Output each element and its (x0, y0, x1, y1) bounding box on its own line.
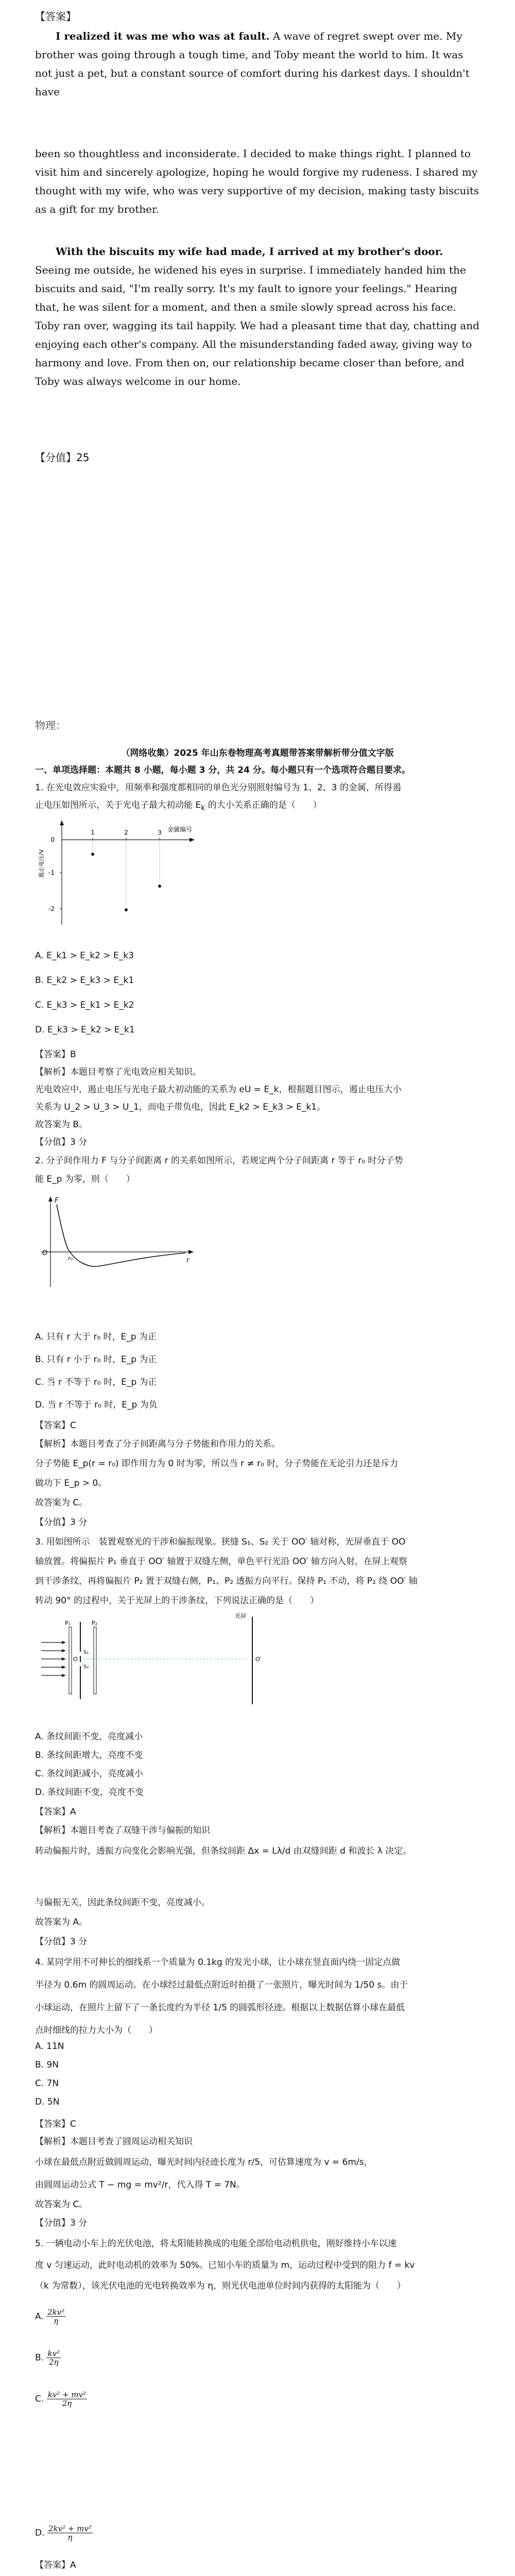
svg-text:O: O (73, 1656, 78, 1663)
q2-score: 【分值】3 分 (35, 1517, 88, 1528)
q2-force-distance-graph (36, 1194, 201, 1292)
story-score: 【分值】25 (35, 451, 90, 464)
q2-analysis: 【解析】本题目考查了分子间距离与分子势能和作用力的关系。 (35, 1439, 280, 1449)
q1-stopping-voltage-chart (36, 819, 221, 927)
q3-stem-line1: 3. 用如图所示 装置观察光的干涉和偏振现象。狭缝 S₁、S₂ 关于 OO′ 轴对称，光屏垂直于 OO′ (35, 1537, 408, 1547)
q1-stem-line2: 止电压如图所示，关于光电子最大初动能 $E_k$ 的大小关系正确的是（ ） (35, 800, 322, 812)
story-paragraph-1 (35, 27, 480, 101)
q5-answer: 【答案】A (35, 2560, 76, 2570)
q4-conclusion: 故答案为 C。 (35, 2199, 88, 2210)
q3-stem-line4: 转动 90° 的过程中，关于光屏上的干涉条纹，下列说法正确的是（ ） (35, 1596, 319, 1606)
q1-legend-label: 金属编号 (167, 826, 193, 833)
q3-option-d: D. 条纹间距不变，亮度不变 (35, 1787, 144, 1798)
q3-conclusion: 故答案为 A。 (35, 1917, 88, 1927)
q1-option-b: B. E_k2 > E_k3 > E_k1 (35, 975, 134, 986)
story-p1-bold: I realized it was me who was at fault. (56, 30, 270, 42)
svg-text:F: F (55, 1197, 59, 1205)
svg-text:3: 3 (158, 829, 162, 836)
answer-tag: 【答案】 (35, 10, 76, 23)
q1-option-a: A. E_k1 > E_k2 > E_k3 (35, 951, 134, 961)
story-p1-rest: A wave of regret swept over me. My brother was going through a tough time, and Toby meant the world to him. It was not just a pet, but a constant source of comfort during his darkest days. I shouldn't have (35, 30, 470, 98)
q4-answer: 【答案】C (35, 2119, 76, 2129)
q2-explanation-1: 分子势能 E_p(r = r₀) 即作用力为 0 时为零，所以当 r ≠ r₀ 时，分子势能在无论引力还是斥力 (35, 1459, 399, 1469)
svg-text:O: O (42, 1249, 48, 1257)
svg-text:r: r (186, 1257, 190, 1264)
story-p3-rest: Seeing me outside, he widened his eyes in surprise. I immediately handed him the biscuits and said, "I'm really sorry. It's my fault to ignore your feelings." Hearing that, he was silent for a moment, and then a smile slowly spread across his face. Toby ran over, wagging its tail happily. We had a pleasant time that day, chatting and enjoying each other's company. All the misunderstanding faded away, giving way to harmony and love. From then on, our relationship became closer than before, and Toby was always welcome in our home. (35, 264, 479, 387)
q4-stem-line3: 小球运动，在照片上留下了一条长度约为半径 1/5 的圆弧形径迹。根据以上数据估算小球在最低 (35, 2003, 405, 2013)
q2-explanation-2: 做功下 E_p > 0。 (35, 1478, 107, 1488)
svg-text:-1: -1 (48, 869, 55, 876)
q2-stem-line2: 能 E_p 为零，则（ ） (35, 1174, 135, 1184)
q3-analysis: 【解析】本题目考查了双缝干涉与偏振的知识 (35, 1825, 210, 1836)
q3-stem-line2: 轴放置。将偏振片 P₁ 垂直于 OO′ 轴置于双缝左侧，单色平行光沿 OO′ 轴方向入射，在屏上观察 (35, 1556, 407, 1567)
q5-option-a: A. $\frac{\text{2kv²}}{\eta}$ (35, 2308, 65, 2326)
polarizer-p2 (94, 1627, 96, 1694)
q5-stem-line1: 5. 一辆电动小车上的光伏电池，将太阳能转换成的电能全部给电动机供电，刚好维持小车以速 (35, 2239, 397, 2249)
q4-stem-line1: 4. 某同学用不可伸长的细线系一个质量为 0.1kg 的发光小球，让小球在竖直面内绕一固定点做 (35, 1957, 401, 1968)
q1-point-1 (91, 853, 94, 856)
q3-option-b: B. 条纹间距增大，亮度不变 (35, 1750, 143, 1760)
q1-answer: 【答案】B (35, 1049, 76, 1060)
q4-analysis: 【解析】本题目考查了圆周运动相关知识 (35, 2137, 193, 2147)
story-paragraph-2: been so thoughtless and inconsiderate. I decided to make things right. I planned to visit him and sincerely apologize, hoping he would forgive my rudeness. I shared my thought with my wife, who was very supportive of my decision, making tasty biscuits as a gift for my brother. (35, 147, 479, 215)
q1-option-c: C. E_k3 > E_k1 > E_k2 (35, 1000, 134, 1010)
svg-text:-2: -2 (48, 905, 55, 912)
q5-option-c: C. $\frac{\text{kv² + mv²}}{2\eta}$ (35, 2390, 87, 2408)
q1-analysis: 【解析】本题目考察了光电效应相关知识。 (35, 1067, 201, 1077)
svg-text:r₀: r₀ (68, 1255, 73, 1262)
q3-option-c: C. 条纹间距减小，亮度减小 (35, 1769, 143, 1779)
q2-option-a: A. 只有 r 大于 r₀ 时，E_p 为正 (35, 1332, 157, 1342)
q3-answer: 【答案】A (35, 1807, 76, 1817)
q1-y-axis-label: 遏止电压/V (38, 849, 45, 878)
q1-conclusion: 故答案为 B。 (35, 1120, 88, 1130)
svg-text:0: 0 (50, 836, 55, 843)
q1-score: 【分值】3 分 (35, 1137, 88, 1147)
svg-text:P₂: P₂ (92, 1620, 98, 1626)
q5-stem-line2: 度 v 匀速运动，此时电动机的效率为 50%。已知小车的质量为 m，运动过程中受到的阻力 f = kv (35, 2260, 415, 2270)
q4-option-a: A. 11N (35, 2041, 64, 2052)
svg-text:1: 1 (91, 829, 95, 836)
q5-stem-line3: （k 为常数），该光伏电池的光电转换效率为 η，则光伏电池单位时间内获得的太阳能为（ ） (35, 2281, 406, 2291)
q3-interference-apparatus (36, 1612, 273, 1707)
q3-explanation-1: 转动偏振片时，透振方向变化会影响光强，但条纹间距 Δx = Lλ/d 由双缝间距 d 和波长 λ 决定。 (35, 1846, 412, 1856)
svg-text:O′: O′ (255, 1656, 262, 1663)
q1-option-d: D. E_k3 > E_k2 > E_k1 (35, 1025, 135, 1035)
q3-option-a: A. 条纹间距不变，亮度减小 (35, 1732, 143, 1742)
doc-title: （网络收集）2025 年山东卷物理高考真题带答案带解析带分值文字版 (121, 748, 394, 758)
q2-option-d: D. 当 r 不等于 r₀ 时，E_p 为负 (35, 1400, 158, 1410)
q4-score: 【分值】3 分 (35, 2218, 88, 2228)
q2-option-b: B. 只有 r 小于 r₀ 时，E_p 为正 (35, 1354, 157, 1365)
svg-text:P₁: P₁ (65, 1620, 71, 1626)
q3-explanation-2: 与偏振无关，因此条纹间距不变，亮度减小。 (35, 1897, 210, 1908)
q4-explanation-1: 小球在最低点附近做圆周运动，曝光时间内径迹长度为 r/5，可估算速度为 v = 6m/s， (35, 2157, 373, 2167)
q4-option-d: D. 5N (35, 2097, 60, 2107)
physics-label: 物理： (35, 719, 66, 732)
q3-score: 【分值】3 分 (35, 1937, 88, 1947)
q4-option-b: B. 9N (35, 2060, 59, 2070)
q4-option-c: C. 7N (35, 2078, 59, 2089)
q4-explanation-2: 由圆周运动公式 T − mg = mv²/r，代入得 T = 7N。 (35, 2180, 245, 2190)
q1-point-3 (158, 885, 161, 888)
q1-explanation-2: 关系为 U_2 > U_3 > U_1，而电子带负电，因此 E_k2 > E_k3 > E_k1。 (35, 1102, 325, 1112)
q1-point-2 (125, 908, 128, 911)
q3-screen-label: 光屏 (235, 1613, 246, 1619)
q2-answer: 【答案】C (35, 1420, 76, 1431)
q1-explanation-1: 光电效应中，遏止电压与光电子最大初动能的关系为 eU = E_k，根据题目图示，遏止电压大小 (35, 1084, 402, 1095)
section-heading: 一、单项选择题：本题共 8 小题，每小题 3 分，共 24 分。每小题只有一个选项符合题目要求。 (35, 765, 410, 775)
svg-text:2: 2 (124, 829, 128, 836)
q2-stem-line1: 2. 分子间作用力 F 与分子间距离 r 的关系如图所示，若规定两个分子间距离 r 等于 r₀ 时分子势 (35, 1156, 403, 1166)
svg-text:S₂: S₂ (83, 1664, 89, 1670)
q4-stem-line4: 点时细线的拉力大小为（ ） (35, 2025, 158, 2036)
q1-stem-line1: 1. 在光电效应实验中，用频率和强度都相同的单色光分别照射编号为 1、2、3 的金属，所得遏 (35, 783, 401, 793)
q4-stem-line2: 半径为 0.6m 的圆周运动。在小球经过最低点附近时拍摄了一张照片，曝光时间为 1/50 s。由于 (35, 1980, 408, 1990)
q2-conclusion: 故答案为 C。 (35, 1498, 88, 1508)
story-paragraph-3 (35, 242, 480, 391)
q3-stem-line3: 到干涉条纹，再将偏振片 P₂ 置于双缝右侧，P₁、P₂ 透振方向平行。保持 P₁ 不动，将 P₂ 绕 OO′ 轴 (35, 1576, 418, 1586)
q5-option-b: B. $\frac{\text{kv²}}{2\eta}$ (35, 2349, 60, 2367)
q2-option-c: C. 当 r 不等于 r₀ 时，E_p 为正 (35, 1377, 157, 1387)
story-p3-bold: With the biscuits my wife had made, I arrived at my brother's door. (56, 245, 443, 258)
svg-text:S₁: S₁ (83, 1650, 89, 1655)
q5-option-d: D. $\frac{\text{2kv² + mv²}}{\eta}$ (35, 2524, 92, 2542)
polarizer-p1 (69, 1627, 72, 1694)
